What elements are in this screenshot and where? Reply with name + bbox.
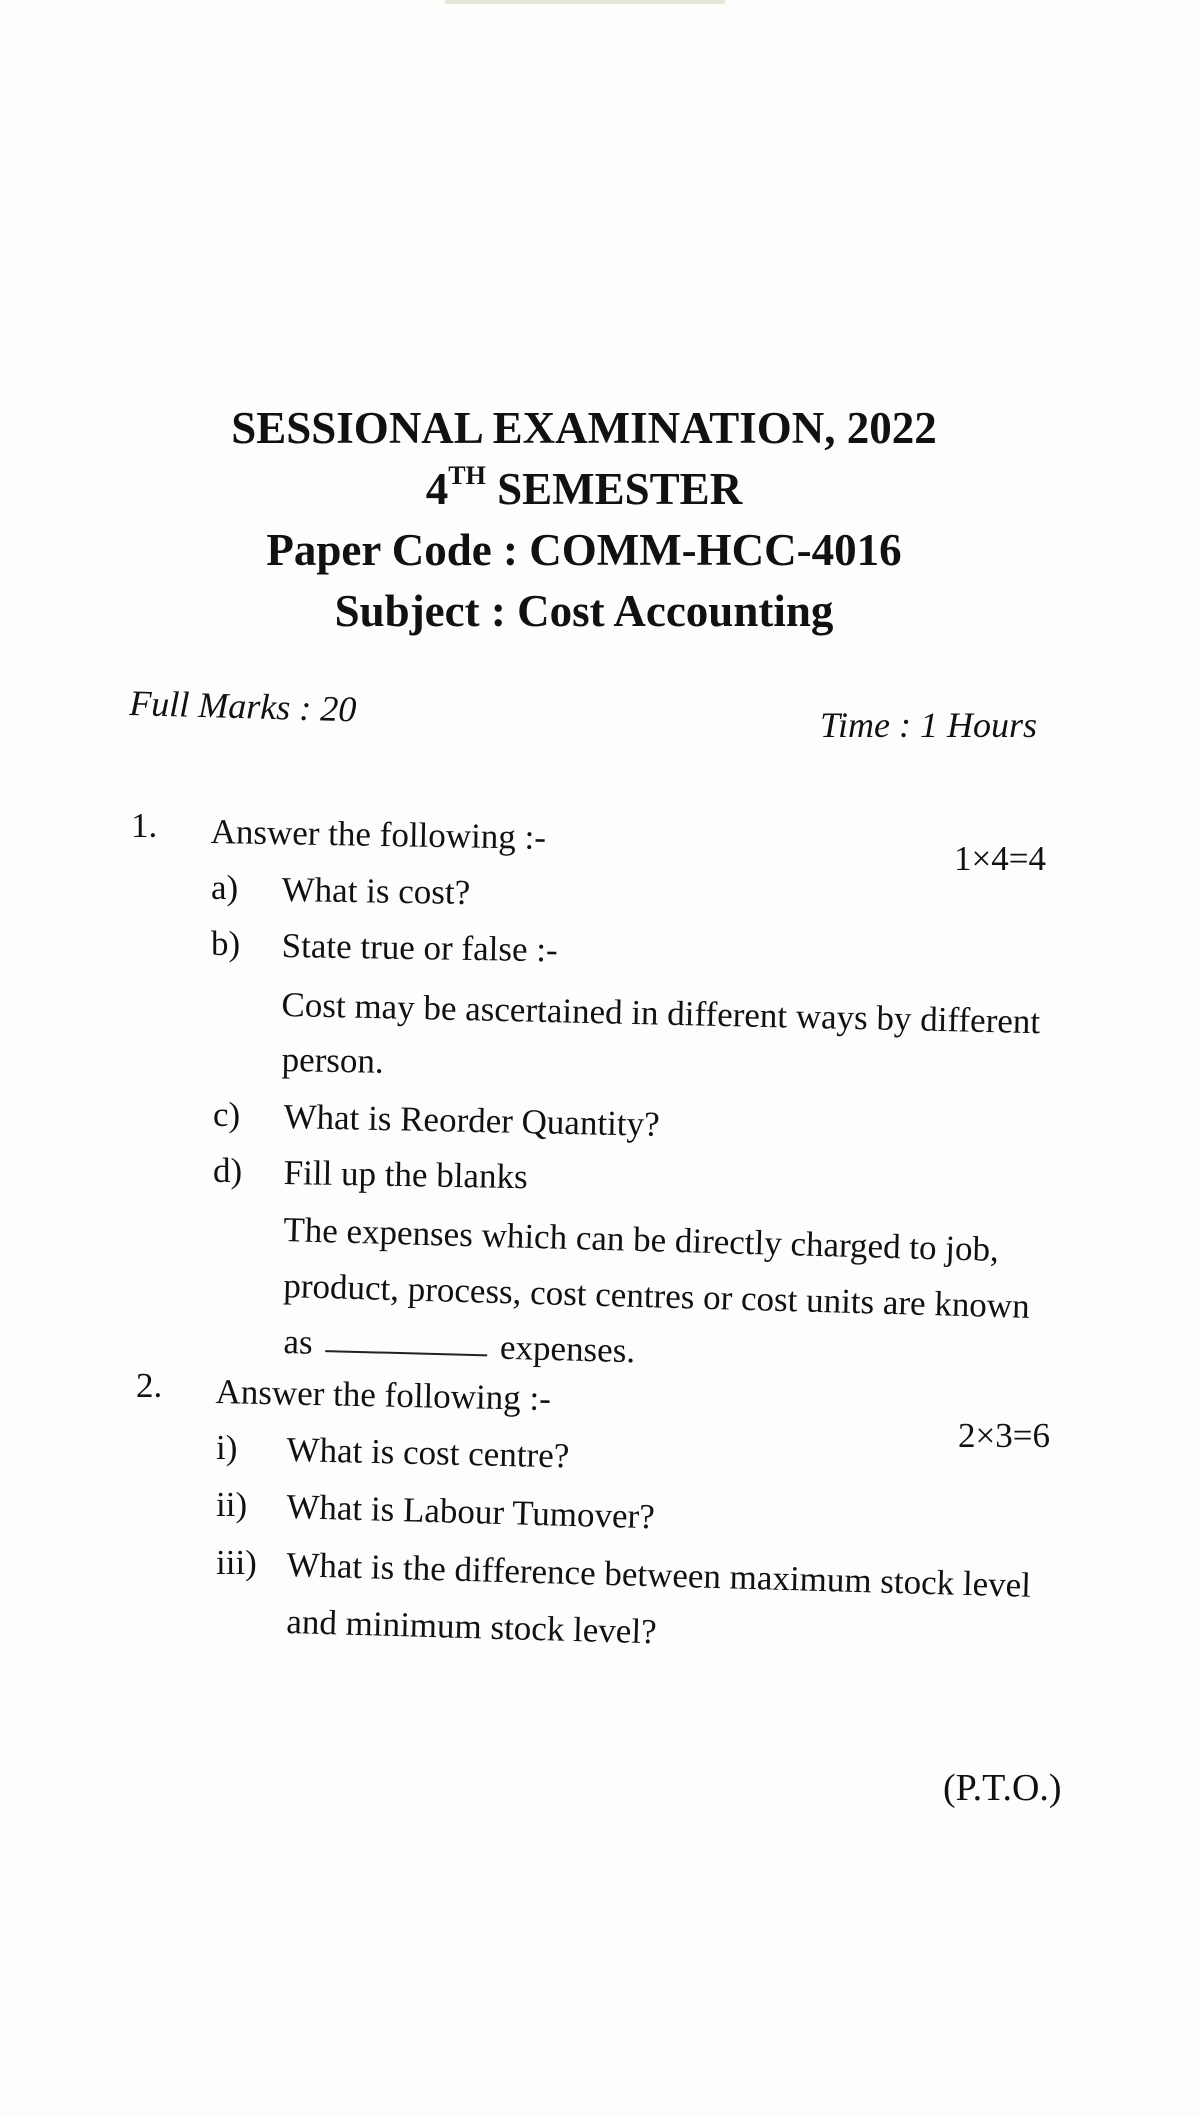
question-1-part-d-line-2: The expenses which can be directly charged to job, (282, 1210, 1000, 1269)
question-2-part-ii-text: What is Labour Tumover? (285, 1487, 656, 1537)
semester-number: 4 (425, 464, 449, 514)
question-2-part-iii-line-1: What is the difference between maximum stock level (285, 1545, 1032, 1605)
blank-prefix: as (282, 1322, 314, 1362)
blank-suffix: expenses. (499, 1327, 636, 1371)
question-1-part-d-line-1: Fill up the blanks (283, 1153, 528, 1197)
question-1-part-a-label: a) (211, 868, 239, 907)
answer-blank (325, 1350, 487, 1356)
question-1-marks: 1×4=4 (954, 839, 1046, 878)
question-2-marks: 2×3=6 (958, 1416, 1050, 1455)
question-2-part-i-label: i) (216, 1428, 238, 1467)
scan-smudge (445, 0, 725, 4)
question-2-part-iii-line-2: and minimum stock level? (285, 1602, 658, 1652)
semester-word: SEMESTER (497, 464, 743, 514)
paper-code: Paper Code : COMM-HCC-4016 (266, 525, 902, 575)
question-1-part-a-text: What is cost? (281, 870, 471, 912)
question-1-part-c-label: c) (213, 1095, 241, 1134)
question-1-part-d-label: d) (213, 1151, 243, 1190)
semester-line (0, 459, 1168, 520)
exam-title: SESSIONAL EXAMINATION, 2022 (231, 403, 937, 453)
semester-suffix: TH (448, 461, 486, 490)
question-2-number: 2. (136, 1366, 163, 1405)
question-1-part-b-line-1: State true or false :- (281, 926, 558, 970)
question-1-part-b-line-2: Cost may be ascertained in different ways by different (281, 985, 1041, 1042)
question-2-part-iii-label: iii) (216, 1543, 257, 1582)
question-1-part-d-line-4 (283, 1322, 636, 1371)
question-1-number: 1. (131, 806, 158, 845)
question-2-part-i-text: What is cost centre? (286, 1430, 570, 1476)
question-1-part-b-label: b) (211, 924, 241, 963)
subject-line: Subject : Cost Accounting (334, 586, 834, 636)
please-turn-over: (P.T.O.) (943, 1767, 1062, 1809)
question-1-part-d-line-3: product, process, cost centres or cost units are known (282, 1266, 1031, 1326)
question-1-part-c-text: What is Reorder Quantity? (283, 1097, 661, 1144)
exam-header (0, 398, 1168, 642)
exam-time: Time : 1 Hours (820, 705, 1038, 745)
question-1-prompt: Answer the following :- (210, 812, 547, 857)
question-2-part-ii-label: ii) (216, 1485, 248, 1524)
full-marks: Full Marks : 20 (128, 682, 357, 730)
question-2-prompt: Answer the following :- (215, 1372, 552, 1419)
question-1-part-b-line-3: person. (281, 1040, 385, 1081)
